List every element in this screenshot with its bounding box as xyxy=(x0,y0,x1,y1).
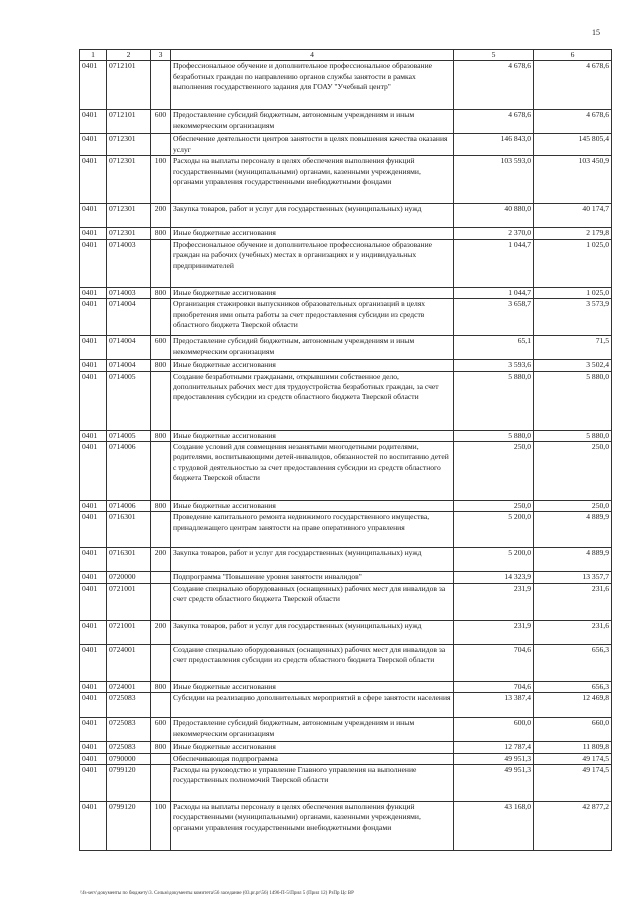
column-header: 1 xyxy=(80,50,107,61)
table-row xyxy=(80,620,612,644)
cell-c1: 0401 xyxy=(80,501,107,512)
table-header-row xyxy=(80,50,612,61)
table-row xyxy=(80,299,612,336)
cell-c6: 4 678,6 xyxy=(534,61,612,110)
cell-c4: Иные бюджетные ассигнования xyxy=(171,501,454,512)
table-row xyxy=(80,204,612,228)
table-row xyxy=(80,572,612,583)
cell-c2: 0714004 xyxy=(107,336,151,360)
table-row xyxy=(80,802,612,851)
cell-c5: 3 593,6 xyxy=(454,360,534,371)
cell-c6: 656,3 xyxy=(534,681,612,692)
table-row xyxy=(80,371,612,430)
cell-c5: 65,1 xyxy=(454,336,534,360)
cell-c3: 800 xyxy=(151,430,171,441)
cell-c3 xyxy=(151,765,171,802)
cell-c6: 71,5 xyxy=(534,336,612,360)
cell-c4: Создание условий для совмещения незанятыми многодетными родителями, родителями, воспитывающими детей-инвалидов, обязанностей по воспитанию детей с трудовой деятельностью за счет предоставления субсидии из средств областного бюджета Тверской области xyxy=(171,442,454,501)
cell-c1: 0401 xyxy=(80,753,107,764)
cell-c5: 1 044,7 xyxy=(454,239,534,287)
cell-c5: 49 951,3 xyxy=(454,753,534,764)
file-path-footer: \\fs-serv\документы по бюджету\3. Сельм\документы комитета\56 заседание (03.pr.pr\56) 1496-П-5\Прил 5 (Прил 12) РзПр Цс ВР xyxy=(80,891,354,896)
cell-c3 xyxy=(151,371,171,430)
cell-c2: 0716301 xyxy=(107,512,151,548)
cell-c1: 0401 xyxy=(80,204,107,228)
cell-c3: 800 xyxy=(151,228,171,239)
cell-c2: 0712301 xyxy=(107,228,151,239)
cell-c4: Иные бюджетные ассигнования xyxy=(171,681,454,692)
table-row xyxy=(80,742,612,753)
cell-c4: Расходы на руководство и управление Главного управления на выполнение государственных полномочий Тверской области xyxy=(171,765,454,802)
cell-c6: 4 889,9 xyxy=(534,512,612,548)
table-row xyxy=(80,442,612,501)
cell-c6: 42 877,2 xyxy=(534,802,612,851)
cell-c3: 800 xyxy=(151,681,171,692)
cell-c4: Предоставление субсидий бюджетным, автономным учреждениям и иным некоммерческим организациям xyxy=(171,718,454,742)
cell-c5: 231,9 xyxy=(454,583,534,620)
table-row xyxy=(80,681,612,692)
cell-c5: 231,9 xyxy=(454,620,534,644)
column-header: 4 xyxy=(171,50,454,61)
cell-c3 xyxy=(151,512,171,548)
cell-c2: 0714003 xyxy=(107,239,151,287)
cell-c4: Обеспечение деятельности центров занятости в целях повышения качества оказания услуг xyxy=(171,134,454,156)
cell-c4: Профессиональное обучение и дополнительное профессиональное образование граждан на рабочих (учебных) местах в организациях и у индивидуальных предпринимателей xyxy=(171,239,454,287)
table-row xyxy=(80,753,612,764)
cell-c2: 0714004 xyxy=(107,299,151,336)
cell-c4: Предоставление субсидий бюджетным, автономным учреждениям и иным некоммерческим организациям xyxy=(171,336,454,360)
cell-c4: Закупка товаров, работ и услуг для государственных (муниципальных) нужд xyxy=(171,548,454,572)
table-row xyxy=(80,61,612,110)
cell-c5: 600,0 xyxy=(454,718,534,742)
cell-c1: 0401 xyxy=(80,718,107,742)
table-row xyxy=(80,512,612,548)
table-row xyxy=(80,501,612,512)
cell-c3: 200 xyxy=(151,620,171,644)
column-header: 5 xyxy=(454,50,534,61)
table-row xyxy=(80,583,612,620)
cell-c5: 146 843,0 xyxy=(454,134,534,156)
cell-c3: 800 xyxy=(151,742,171,753)
cell-c1: 0401 xyxy=(80,442,107,501)
cell-c3 xyxy=(151,583,171,620)
cell-c6: 231,6 xyxy=(534,620,612,644)
cell-c6: 4 889,9 xyxy=(534,548,612,572)
column-header: 6 xyxy=(534,50,612,61)
cell-c4: Иные бюджетные ассигнования xyxy=(171,742,454,753)
cell-c6: 4 678,6 xyxy=(534,110,612,134)
cell-c3 xyxy=(151,134,171,156)
table-row xyxy=(80,239,612,287)
cell-c2: 0721001 xyxy=(107,620,151,644)
cell-c1: 0401 xyxy=(80,644,107,681)
cell-c3: 100 xyxy=(151,802,171,851)
table-row xyxy=(80,548,612,572)
cell-c6: 656,3 xyxy=(534,644,612,681)
cell-c2: 0799120 xyxy=(107,765,151,802)
cell-c2: 0720000 xyxy=(107,572,151,583)
cell-c6: 40 174,7 xyxy=(534,204,612,228)
cell-c4: Создание специально оборудованных (оснащенных) рабочих мест для инвалидов за счет средств областного бюджета Тверской области xyxy=(171,583,454,620)
cell-c1: 0401 xyxy=(80,371,107,430)
cell-c5: 43 168,0 xyxy=(454,802,534,851)
cell-c2: 0714006 xyxy=(107,442,151,501)
cell-c3 xyxy=(151,299,171,336)
cell-c5: 704,6 xyxy=(454,681,534,692)
cell-c5: 4 678,6 xyxy=(454,61,534,110)
cell-c5: 3 658,7 xyxy=(454,299,534,336)
cell-c1: 0401 xyxy=(80,156,107,204)
cell-c5: 12 787,4 xyxy=(454,742,534,753)
table-row xyxy=(80,765,612,802)
cell-c5: 5 880,0 xyxy=(454,371,534,430)
cell-c5: 5 200,0 xyxy=(454,512,534,548)
table-row xyxy=(80,693,612,718)
cell-c1: 0401 xyxy=(80,583,107,620)
table-row xyxy=(80,718,612,742)
table-row xyxy=(80,430,612,441)
cell-c6: 12 469,8 xyxy=(534,693,612,718)
cell-c1: 0401 xyxy=(80,620,107,644)
cell-c1: 0401 xyxy=(80,299,107,336)
cell-c1: 0401 xyxy=(80,228,107,239)
cell-c2: 0712301 xyxy=(107,134,151,156)
cell-c5: 250,0 xyxy=(454,501,534,512)
cell-c2: 0716301 xyxy=(107,548,151,572)
cell-c5: 5 200,0 xyxy=(454,548,534,572)
cell-c4: Расходы на выплаты персоналу в целях обеспечения выполнения функций государственными (муниципальными) органами, казенными учреждениями, органами управления государственными внебюджетными фондами xyxy=(171,156,454,204)
cell-c2: 0714003 xyxy=(107,287,151,298)
cell-c3 xyxy=(151,693,171,718)
cell-c3 xyxy=(151,753,171,764)
cell-c2: 0714005 xyxy=(107,430,151,441)
cell-c2: 0712301 xyxy=(107,156,151,204)
cell-c1: 0401 xyxy=(80,61,107,110)
cell-c1: 0401 xyxy=(80,681,107,692)
cell-c4: Подпрограмма "Повышение уровня занятости инвалидов" xyxy=(171,572,454,583)
cell-c4: Обеспечивающая подпрограмма xyxy=(171,753,454,764)
cell-c5: 2 370,0 xyxy=(454,228,534,239)
cell-c5: 250,0 xyxy=(454,442,534,501)
table-row xyxy=(80,360,612,371)
cell-c5: 5 880,0 xyxy=(454,430,534,441)
cell-c4: Иные бюджетные ассигнования xyxy=(171,228,454,239)
cell-c1: 0401 xyxy=(80,239,107,287)
cell-c3: 600 xyxy=(151,718,171,742)
cell-c3 xyxy=(151,572,171,583)
cell-c6: 5 880,0 xyxy=(534,430,612,441)
cell-c6: 11 809,8 xyxy=(534,742,612,753)
cell-c1: 0401 xyxy=(80,287,107,298)
cell-c4: Субсидии на реализацию дополнительных мероприятий в сфере занятости населения xyxy=(171,693,454,718)
cell-c2: 0721001 xyxy=(107,583,151,620)
cell-c3: 800 xyxy=(151,360,171,371)
cell-c1: 0401 xyxy=(80,336,107,360)
cell-c1: 0401 xyxy=(80,693,107,718)
table-row xyxy=(80,110,612,134)
cell-c4: Проведение капитального ремонта недвижимого государственного имущества, принадлежащего центрам занятости на праве оперативного управления xyxy=(171,512,454,548)
cell-c3 xyxy=(151,644,171,681)
cell-c6: 660,0 xyxy=(534,718,612,742)
cell-c3: 200 xyxy=(151,548,171,572)
cell-c1: 0401 xyxy=(80,430,107,441)
cell-c6: 2 179,8 xyxy=(534,228,612,239)
cell-c2: 0725083 xyxy=(107,742,151,753)
cell-c5: 4 678,6 xyxy=(454,110,534,134)
cell-c3 xyxy=(151,442,171,501)
cell-c5: 103 593,0 xyxy=(454,156,534,204)
cell-c5: 49 951,3 xyxy=(454,765,534,802)
cell-c1: 0401 xyxy=(80,360,107,371)
column-header: 2 xyxy=(107,50,151,61)
page-number: 15 xyxy=(592,28,600,37)
cell-c4: Предоставление субсидий бюджетным, автономным учреждениям и иным некоммерческим организациям xyxy=(171,110,454,134)
cell-c6: 103 450,9 xyxy=(534,156,612,204)
cell-c3 xyxy=(151,239,171,287)
cell-c3: 600 xyxy=(151,110,171,134)
cell-c4: Расходы на выплаты персоналу в целях обеспечения выполнения функций государственными (муниципальными) органами, казенными учреждениями, органами управления государственными внебюджетными фондами xyxy=(171,802,454,851)
cell-c2: 0712301 xyxy=(107,204,151,228)
cell-c2: 0714004 xyxy=(107,360,151,371)
cell-c2: 0725083 xyxy=(107,718,151,742)
cell-c3: 600 xyxy=(151,336,171,360)
cell-c4: Закупка товаров, работ и услуг для государственных (муниципальных) нужд xyxy=(171,204,454,228)
table-row xyxy=(80,336,612,360)
cell-c1: 0401 xyxy=(80,512,107,548)
cell-c6: 13 357,7 xyxy=(534,572,612,583)
cell-c4: Создание безработными гражданами, открывшими собственное дело, дополнительных рабочих мест для трудоустройства безработных граждан, за счет предоставления субсидии из средств областного бюджета Тверской области xyxy=(171,371,454,430)
cell-c2: 0712101 xyxy=(107,61,151,110)
cell-c6: 231,6 xyxy=(534,583,612,620)
cell-c1: 0401 xyxy=(80,134,107,156)
table-row xyxy=(80,644,612,681)
cell-c2: 0799120 xyxy=(107,802,151,851)
cell-c2: 0714006 xyxy=(107,501,151,512)
cell-c6: 1 025,0 xyxy=(534,287,612,298)
column-header: 3 xyxy=(151,50,171,61)
cell-c1: 0401 xyxy=(80,572,107,583)
cell-c1: 0401 xyxy=(80,548,107,572)
table-row xyxy=(80,156,612,204)
cell-c6: 5 880,0 xyxy=(534,371,612,430)
cell-c6: 49 174,5 xyxy=(534,765,612,802)
cell-c4: Иные бюджетные ассигнования xyxy=(171,287,454,298)
cell-c4: Иные бюджетные ассигнования xyxy=(171,360,454,371)
cell-c2: 0724001 xyxy=(107,681,151,692)
cell-c3: 800 xyxy=(151,287,171,298)
cell-c4: Профессиональное обучение и дополнительное профессиональное образование безработных граждан по направлению органов службы занятости в рамках выполнения государственного задания для ГОАУ "Учебный центр" xyxy=(171,61,454,110)
cell-c4: Организация стажировки выпускников образовательных организаций в целях приобретения ими опыта работы за счет предоставления субсидии из средств областного бюджета Тверской области xyxy=(171,299,454,336)
cell-c2: 0724001 xyxy=(107,644,151,681)
cell-c4: Создание специально оборудованных (оснащенных) рабочих мест для инвалидов за счет предоставления субсидии из средств областного бюджета Тверской области xyxy=(171,644,454,681)
cell-c3: 200 xyxy=(151,204,171,228)
cell-c6: 49 174,5 xyxy=(534,753,612,764)
cell-c5: 13 387,4 xyxy=(454,693,534,718)
cell-c6: 3 502,4 xyxy=(534,360,612,371)
cell-c2: 0714005 xyxy=(107,371,151,430)
cell-c5: 704,6 xyxy=(454,644,534,681)
cell-c1: 0401 xyxy=(80,802,107,851)
cell-c3: 800 xyxy=(151,501,171,512)
cell-c2: 0725083 xyxy=(107,693,151,718)
cell-c2: 0790000 xyxy=(107,753,151,764)
cell-c1: 0401 xyxy=(80,765,107,802)
cell-c6: 250,0 xyxy=(534,442,612,501)
cell-c5: 1 044,7 xyxy=(454,287,534,298)
cell-c6: 1 025,0 xyxy=(534,239,612,287)
cell-c1: 0401 xyxy=(80,110,107,134)
cell-c3: 100 xyxy=(151,156,171,204)
table-row xyxy=(80,287,612,298)
cell-c1: 0401 xyxy=(80,742,107,753)
table-row xyxy=(80,228,612,239)
cell-c3 xyxy=(151,61,171,110)
cell-c6: 250,0 xyxy=(534,501,612,512)
cell-c6: 3 573,9 xyxy=(534,299,612,336)
budget-table xyxy=(79,49,612,851)
cell-c4: Иные бюджетные ассигнования xyxy=(171,430,454,441)
cell-c6: 145 805,4 xyxy=(534,134,612,156)
cell-c5: 14 323,9 xyxy=(454,572,534,583)
cell-c2: 0712101 xyxy=(107,110,151,134)
table-row xyxy=(80,134,612,156)
cell-c5: 40 880,0 xyxy=(454,204,534,228)
cell-c4: Закупка товаров, работ и услуг для государственных (муниципальных) нужд xyxy=(171,620,454,644)
